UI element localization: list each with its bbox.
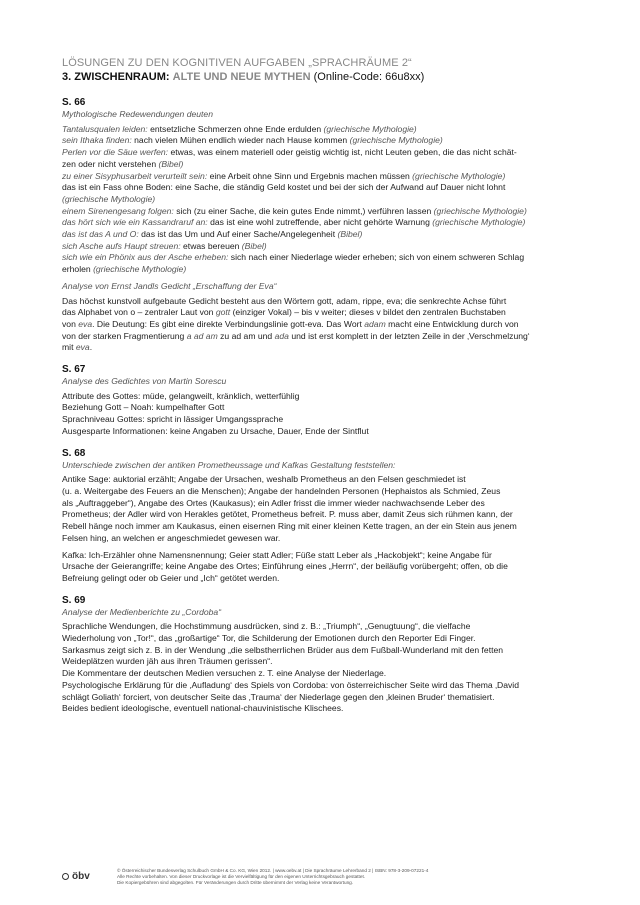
idiom-line: Tantalusqualen leiden: entsetzliche Schmerzen ohne Ende erdulden (griechische Mythologie) — [62, 123, 417, 134]
fees-line: Die Kopiergebühren sind abgegolten. Für Veränderungen durch Dritte übernimmt der Verlag keine Verantwortung. — [117, 880, 354, 885]
task-cordoba: Analyse der Medienberichte zu „Cordoba“ — [62, 606, 222, 617]
subtitle-topic: ALTE UND NEUE MYTHEN — [172, 71, 311, 83]
antique-saga-paragraph — [62, 474, 582, 544]
answer-line: als „Auftraggeber“), Angabe des Ortes (Kaukasus); ein Adler frisst die immer wieder nachwachsende Leber des — [62, 497, 485, 508]
answer-line: Sarkasmus zeigt sich z. B. in der Wendung „die selbstherrlichen Brüder aus dem Fußball-Wunderland mit den fetten — [62, 644, 504, 655]
section-s67 — [62, 363, 582, 438]
answer-line: Antike Sage: auktorial erzählt; Angabe der Ursachen, weshalb Prometheus an den Felsen geschmiedet ist — [62, 474, 466, 485]
online-code: (Online-Code: 66u8xx) — [313, 71, 425, 83]
document-page — [62, 56, 582, 724]
answer-line: Weideplätzen wurden jäh aus ihren Träumen gerissen“. — [62, 656, 273, 667]
subtitle-number: 3. ZWISCHENRAUM: — [62, 71, 170, 83]
idiom-line: (griechische Mythologie) — [62, 193, 156, 204]
answer-line: schlägt Goliath‘ forciert, von deutscher Seite das ‚Trauma‘ der Niederlage gegen den ‚kleinen Bruder‘ thematisiert. — [62, 691, 495, 702]
answer-line: Prometheus; der Adler wird von Herakles getötet, Prometheus befreit. P. muss aber, damit Zeus sich rühmen kann, der — [62, 509, 513, 520]
answer-line: Felsen hing, an welchen er angeschmiedet gewesen war. — [62, 532, 281, 543]
answer-line: Psychologische Erklärung für die ‚Aufladung‘ des Spiels von Cordoba: von österreichischer Seite wird das Thema ‚David — [62, 679, 519, 690]
logo-circle-icon — [62, 873, 69, 880]
answer-line: Rebell hänge noch immer am Kaukasus, einen eisernen Ring mit einer kleinen Kette tragen, an der ein Stein aus jenem — [62, 521, 517, 532]
page-ref-s69: S. 69 — [62, 594, 86, 606]
idiom-line: einem Sirenengesang folgen: sich (zu einer Sache, die kein gutes Ende nimmt,) verführen lassen (griechische Mythologie) — [62, 205, 527, 216]
analysis-line: von eva. Die Deutung: Es gibt eine direkte Verbindungslinie gott-eva. Das Wort adam macht eine Entwicklung durch von — [62, 318, 519, 329]
idiom-line: sich Asche aufs Haupt streuen: etwas bereuen (Bibel) — [62, 240, 267, 251]
answer-line: Ausgesparte Informationen: keine Angaben zu Ursache, Dauer, Ende der Sintflut — [62, 425, 369, 436]
idiom-line: zen oder nicht verstehen (Bibel) — [62, 158, 184, 169]
idiom-line: sich wie ein Phönix aus der Asche erheben: sich nach einer Niederlage wieder erheben; sich von einem schweren Schlag — [62, 252, 525, 263]
document-title: LÖSUNGEN ZU DEN KOGNITIVEN AUFGABEN „SPRACHRÄUME 2“ — [62, 57, 412, 69]
analysis-line: mit eva. — [62, 342, 93, 353]
kafka-paragraph — [62, 550, 582, 585]
answer-line: Sprachliche Wendungen, die Hochstimmung ausdrücken, sind z. B.: „Triumph“, „Genugtuung“, die vielfache — [62, 621, 471, 632]
task-idioms: Mythologische Redewendungen deuten — [62, 109, 213, 119]
answer-line: Sprachniveau Gottes: spricht in lässiger Umgangssprache — [62, 414, 284, 425]
idiom-list — [62, 124, 582, 276]
analysis-line: das Alphabet von o – zentraler Laut von gott (einziger Vokal) – bis v weiter; dieses v bildet den zentralen Buchstaben — [62, 307, 506, 318]
page-ref-s66: S. 66 — [62, 97, 86, 108]
answer-line: Kafka: Ich-Erzähler ohne Namensnennung; Geier statt Adler; Füße statt Leber als „Hackobjekt“; keine Angabe für — [62, 549, 492, 560]
copyright-line: © Österreichischer Bundesverlag Schulbuch GmbH & Co. KG, Wien 2012. | www.oebv.at | Die Sprachräume Lehrerband 2 | ISBN: 978-3-209-07221-4 — [117, 868, 429, 873]
page-ref-s67: S. 67 — [62, 364, 86, 376]
idiom-line: das hört sich wie ein Kassandraruf an: das ist eine wohl zutreffende, aber nicht gehörte Warnung (griechische Mythologie) — [62, 217, 526, 228]
task-jandl: Analyse von Ernst Jandls Gedicht „Erschaffung der Eva“ — [62, 280, 277, 291]
task-prometheus: Unterschiede zwischen der antiken Prometheussage und Kafkas Gestaltung feststellen: — [62, 459, 396, 470]
idiom-line: das ist ein Fass ohne Boden: eine Sache, die ständig Geld kostet und bei der sich der Aufwand auf Dauer nicht lohnt — [62, 182, 506, 193]
rights-line: Alle Rechte vorbehalten. Von dieser Druckvorlage ist die Vervielfältigung für den eigenen Unterrichtsgebrauch gestattet. — [117, 874, 366, 879]
publisher-logo: öbv — [62, 871, 90, 882]
answer-line: (u. a. Weitergabe des Feuers an die Menschen); Angabe der handelnden Personen (Hephaistos als Schmied, Zeus — [62, 485, 501, 496]
idiom-line: sein Ithaka finden: nach vielen Mühen endlich wieder nach Hause kommen (griechische Mythologie) — [62, 135, 443, 146]
page-ref-s68: S. 68 — [62, 447, 86, 459]
answer-line: Die Kommentare der deutschen Medien versuchen z. T. eine Analyse der Niederlage. — [62, 668, 387, 679]
answer-line: Attribute des Gottes: müde, gelangweilt, kränklich, wetterfühlig — [62, 390, 300, 401]
section-s66 — [62, 96, 582, 354]
idiom-line: zu einer Sisyphusarbeit verurteilt sein: eine Arbeit ohne Sinn und Ergebnis machen müssen (griechische Mythologie) — [62, 170, 506, 181]
answer-line: Wiederholung von „Tor!“, das „großartige“ Tor, die Schilderung der Emotionen durch den Reporter Edi Finger. — [62, 633, 476, 644]
section-s68 — [62, 447, 582, 585]
analysis-line: Das höchst kunstvoll aufgebaute Gedicht besteht aus den Wörtern gott, adam, rippe, eva; die senkrechte Achse führt — [62, 295, 507, 306]
idiom-line: das ist das A und O: das ist das Um und Auf einer Sache/Angelegenheit (Bibel) — [62, 229, 363, 240]
section-s69 — [62, 594, 582, 715]
idiom-line: erholen (griechische Mythologie) — [62, 264, 187, 275]
answer-line: Ursache der Geierangriffe; keine Angabe des Ortes; Einführung eines „Herrn“, der beiläufig vorübergeht; offen, ob die — [62, 561, 508, 572]
answer-line: Beziehung Gott – Noah: kumpelhafter Gott — [62, 402, 225, 413]
answer-line: Beides bedient ideologische, eventuell national-chauvinistische Klischees. — [62, 703, 344, 714]
document-subtitle — [62, 70, 582, 84]
answer-line: Befreiung gelingt oder ob Geier und „Ich“ getötet werden. — [62, 572, 280, 583]
task-sorescu: Analyse des Gedichtes von Martin Sorescu — [62, 376, 227, 387]
idiom-line: Perlen vor die Säue werfen: etwas, was einem materiell oder geistig wichtig ist, nicht Leuten geben, die das nicht schät- — [62, 147, 517, 158]
page-footer — [62, 868, 582, 898]
analysis-line: von der starken Fragmentierung a ad am zu ad am und ada und ist erst komplett in der letzten Zeile in der ‚Verschmelzung‘ — [62, 330, 530, 341]
jandl-analysis — [62, 296, 582, 355]
